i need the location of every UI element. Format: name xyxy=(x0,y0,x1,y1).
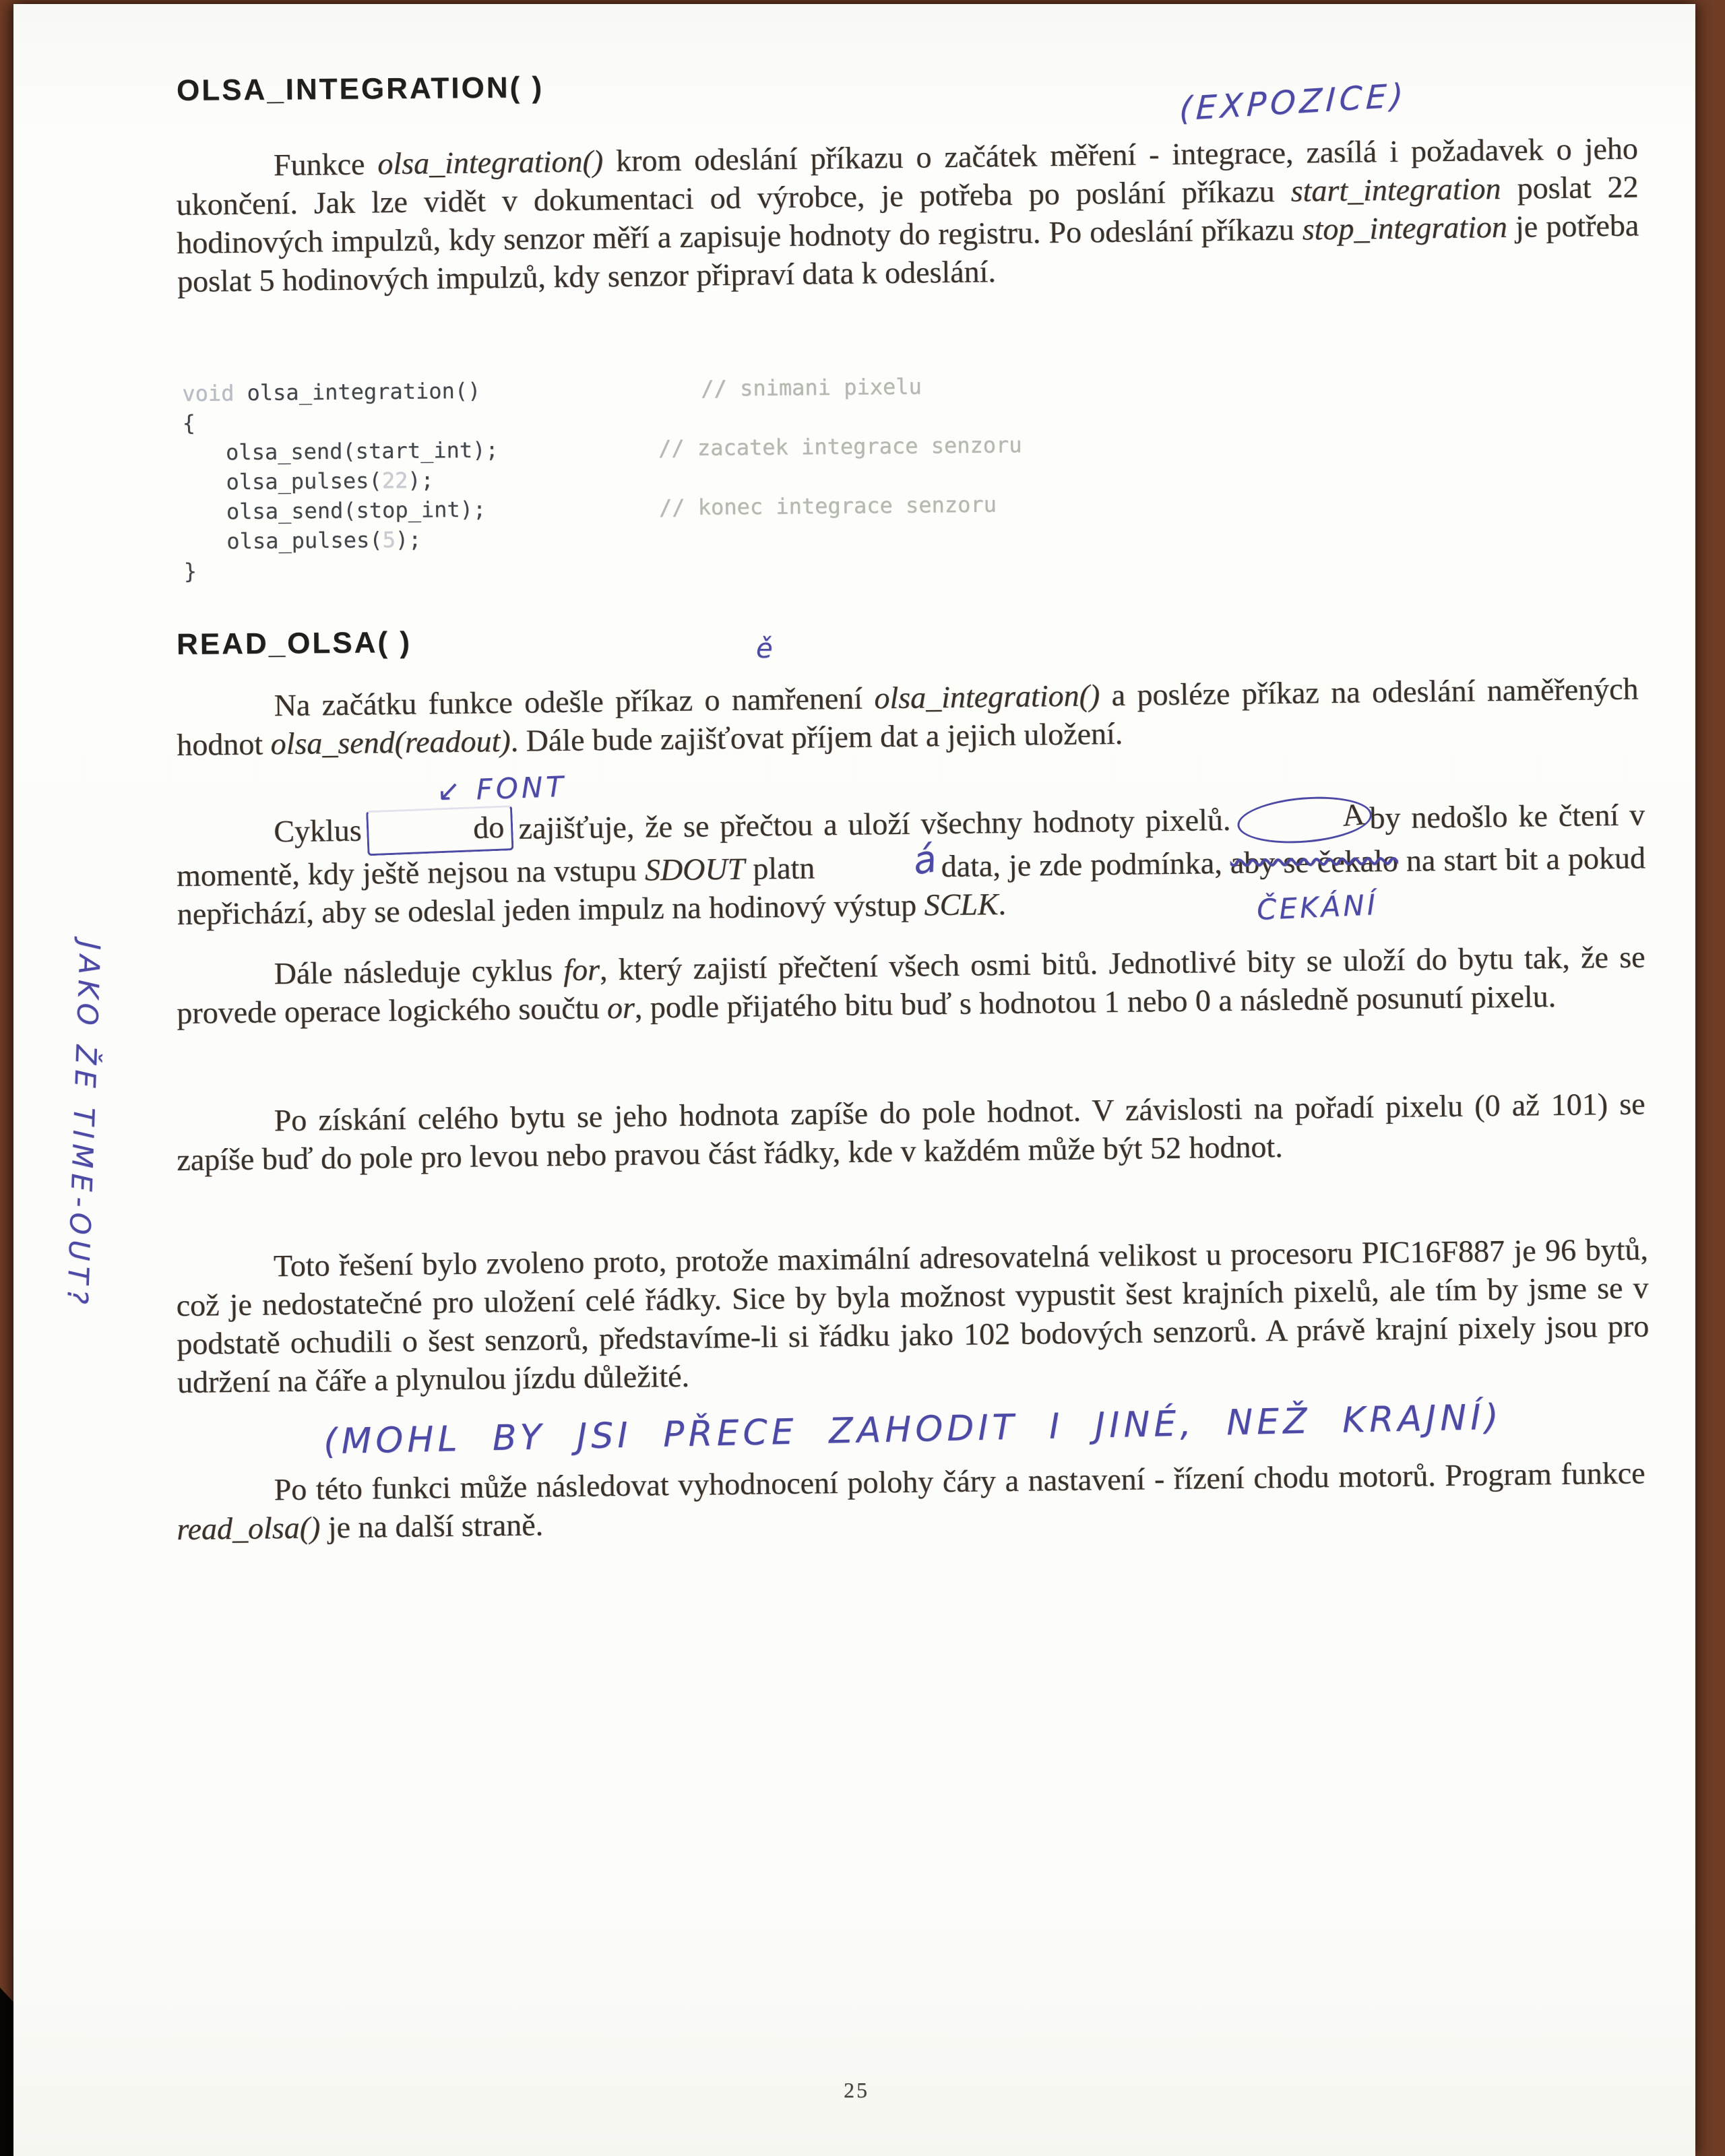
handwritten-note-expozice: (EXPOZICE) xyxy=(1179,76,1408,129)
text-segment: Po této funkci může následovat vyhodnocení polohy čáry a nastavení - řízení chodu motorů. Program funkce xyxy=(274,1455,1645,1507)
handwritten-note-mohl: (MOHL BY JSI PŘECE ZAHODIT I JINÉ, NEŽ KRAJNÍ) xyxy=(323,1397,1503,1463)
handwritten-note-font xyxy=(436,770,567,808)
paragraph-cycle-do xyxy=(176,793,1646,933)
code-text: { xyxy=(182,410,196,436)
scanned-document-page xyxy=(13,4,1695,2156)
italic-term: read_olsa() xyxy=(177,1510,321,1546)
text-segment: , podle přijatého bitu buď s hodnotou 1 nebo 0 a následně posunutí pixelu. xyxy=(634,978,1557,1025)
code-line xyxy=(183,491,997,526)
code-text: olsa_integration() xyxy=(247,377,481,406)
italic-term: start_integration xyxy=(1290,170,1501,208)
handwritten-font-label: FONT xyxy=(475,769,567,806)
text-segment: . xyxy=(998,886,1007,922)
pen-struck-phrase: aby se čekalo xyxy=(1230,843,1399,880)
text-segment: platn xyxy=(744,850,815,886)
code-line xyxy=(183,464,499,497)
text-segment: data, je zde podmínka, xyxy=(933,845,1231,884)
paragraph-byte-storage: Po získání celého bytu se jeho hodnota zapíše do pole hodnot. V závislosti na pořadí pixelu (0 až 101) se zapíše buď do pole pro levou nebo pravou část řádky, kde v každém může být 52 hodnot. xyxy=(177,1086,1645,1177)
paragraph-read-olsa-intro xyxy=(176,669,1639,764)
code-line xyxy=(182,406,498,438)
italic-term: stop_integration xyxy=(1302,209,1508,247)
italic-term: olsa_send(readout) xyxy=(270,723,511,761)
section-title-read-olsa: READ_OLSA( ) xyxy=(176,625,412,661)
text-segment: nedošlo ke čtení v momentě, kdy ještě nejsou na vstupu xyxy=(176,797,1645,893)
code-keyword: void xyxy=(182,380,247,406)
handwritten-correction-e: ě xyxy=(756,633,773,664)
text-segment: Funkce xyxy=(273,146,378,183)
text-segment: by xyxy=(1369,800,1401,835)
text-segment: . Dále bude zajišťovat příjem dat a jejich uložení. xyxy=(510,716,1123,758)
section-title-olsa-integration: OLSA_INTEGRATION( ) xyxy=(176,71,544,107)
text-segment: a posléze příkaz na odeslání naměřených hodnot xyxy=(177,671,1639,762)
pen-circled-letter: A xyxy=(1236,792,1374,848)
text-segment: Dále následuje cyklus xyxy=(274,952,564,991)
code-comment: // konec integrace senzoru xyxy=(658,491,997,521)
code-line xyxy=(182,373,922,408)
text-segment: na start bit a pokud nepřichází, aby se odeslal jeden impulz na hodinový výstup xyxy=(177,840,1646,931)
code-comment: // snimani pixelu xyxy=(700,373,922,402)
code-text: olsa_pulses( xyxy=(226,468,382,495)
code-text: olsa_send(stop_int); xyxy=(226,496,487,525)
code-block-olsa-integration xyxy=(182,373,1022,586)
paragraph-pic16f887: Toto řešení bylo zvoleno proto, protože maximální adresovatelná velikost u procesoru PIC16F887 je 96 bytů, což je nedostatečné pro uložení celé řádky. Sice by byla možnost vypustit šest krajních pixelů, ale tím by jsme se v podstatě ochudili o šest senzorů, představíme-li si řádku jako 102 bodových senzorů. A právě krajní pixely jsou pro udržení na čáře a plynulou jízdu důležité. xyxy=(176,1232,1650,1399)
italic-term: olsa_integration() xyxy=(377,144,604,181)
code-line xyxy=(183,432,1022,467)
arrow-down-left-icon: ↙ xyxy=(436,773,465,808)
handwritten-note-cekani: ČEKÁNÍ xyxy=(1256,888,1379,926)
code-number: 22 xyxy=(381,467,408,494)
code-text: ); xyxy=(395,526,422,552)
code-line xyxy=(184,553,500,585)
paragraph-for-cycle xyxy=(176,937,1645,1032)
text-segment: je na další straně. xyxy=(319,1507,544,1545)
code-number: 5 xyxy=(382,526,396,553)
text-segment: je potřeba poslat 5 hodinových impulzů, kdy senzor připraví data k odeslání. xyxy=(177,208,1639,298)
text-segment: , který zajistí přečtení všech osmi bitů. Jednotlivé bity se uloží do bytu tak, že se provede operace logického součtu xyxy=(177,939,1645,1030)
text-segment: krom odeslání příkazu o začátek měření - integrace, zasílá i požadavek o jeho ukončení. Jak lze vidět v dokumentaci od výrobce, je potřeba po poslání příkazu xyxy=(176,131,1639,222)
code-text: ); xyxy=(407,467,434,493)
code-text: olsa_pulses( xyxy=(226,527,383,554)
code-text: } xyxy=(183,558,197,584)
text-segment: Na začátku funkce odešle příkaz o namřenení xyxy=(274,680,875,723)
code-line xyxy=(183,524,499,556)
paragraph-closing xyxy=(176,1453,1645,1548)
italic-term: or xyxy=(606,990,635,1025)
italic-term: olsa_integration() xyxy=(874,678,1100,716)
code-comment: // zacatek integrace senzoru xyxy=(658,432,1022,462)
paragraph-olsa-integration xyxy=(176,129,1640,300)
code-text: olsa_send(start_int); xyxy=(225,437,499,466)
italic-term: for xyxy=(563,952,600,987)
text-segment: Cyklus xyxy=(273,813,362,849)
italic-term: SDOUT xyxy=(644,851,745,887)
handwritten-inserted-a: á xyxy=(910,837,940,884)
handwritten-margin-note-timeout: JAKO ŽE TIME-OUT? xyxy=(60,941,106,1310)
italic-term: SCLK xyxy=(924,887,999,922)
text-segment: poslat 22 hodinových impulzů, kdy senzor měří a zapisuje hodnoty do registru. Po odeslání příkazu xyxy=(177,169,1639,260)
text-segment: zajišťuje, že se přečtou a uloží všechny hodnoty pixelů. xyxy=(518,802,1242,846)
page-number: 25 xyxy=(844,2078,869,2102)
pen-boxed-word: do xyxy=(366,805,513,856)
